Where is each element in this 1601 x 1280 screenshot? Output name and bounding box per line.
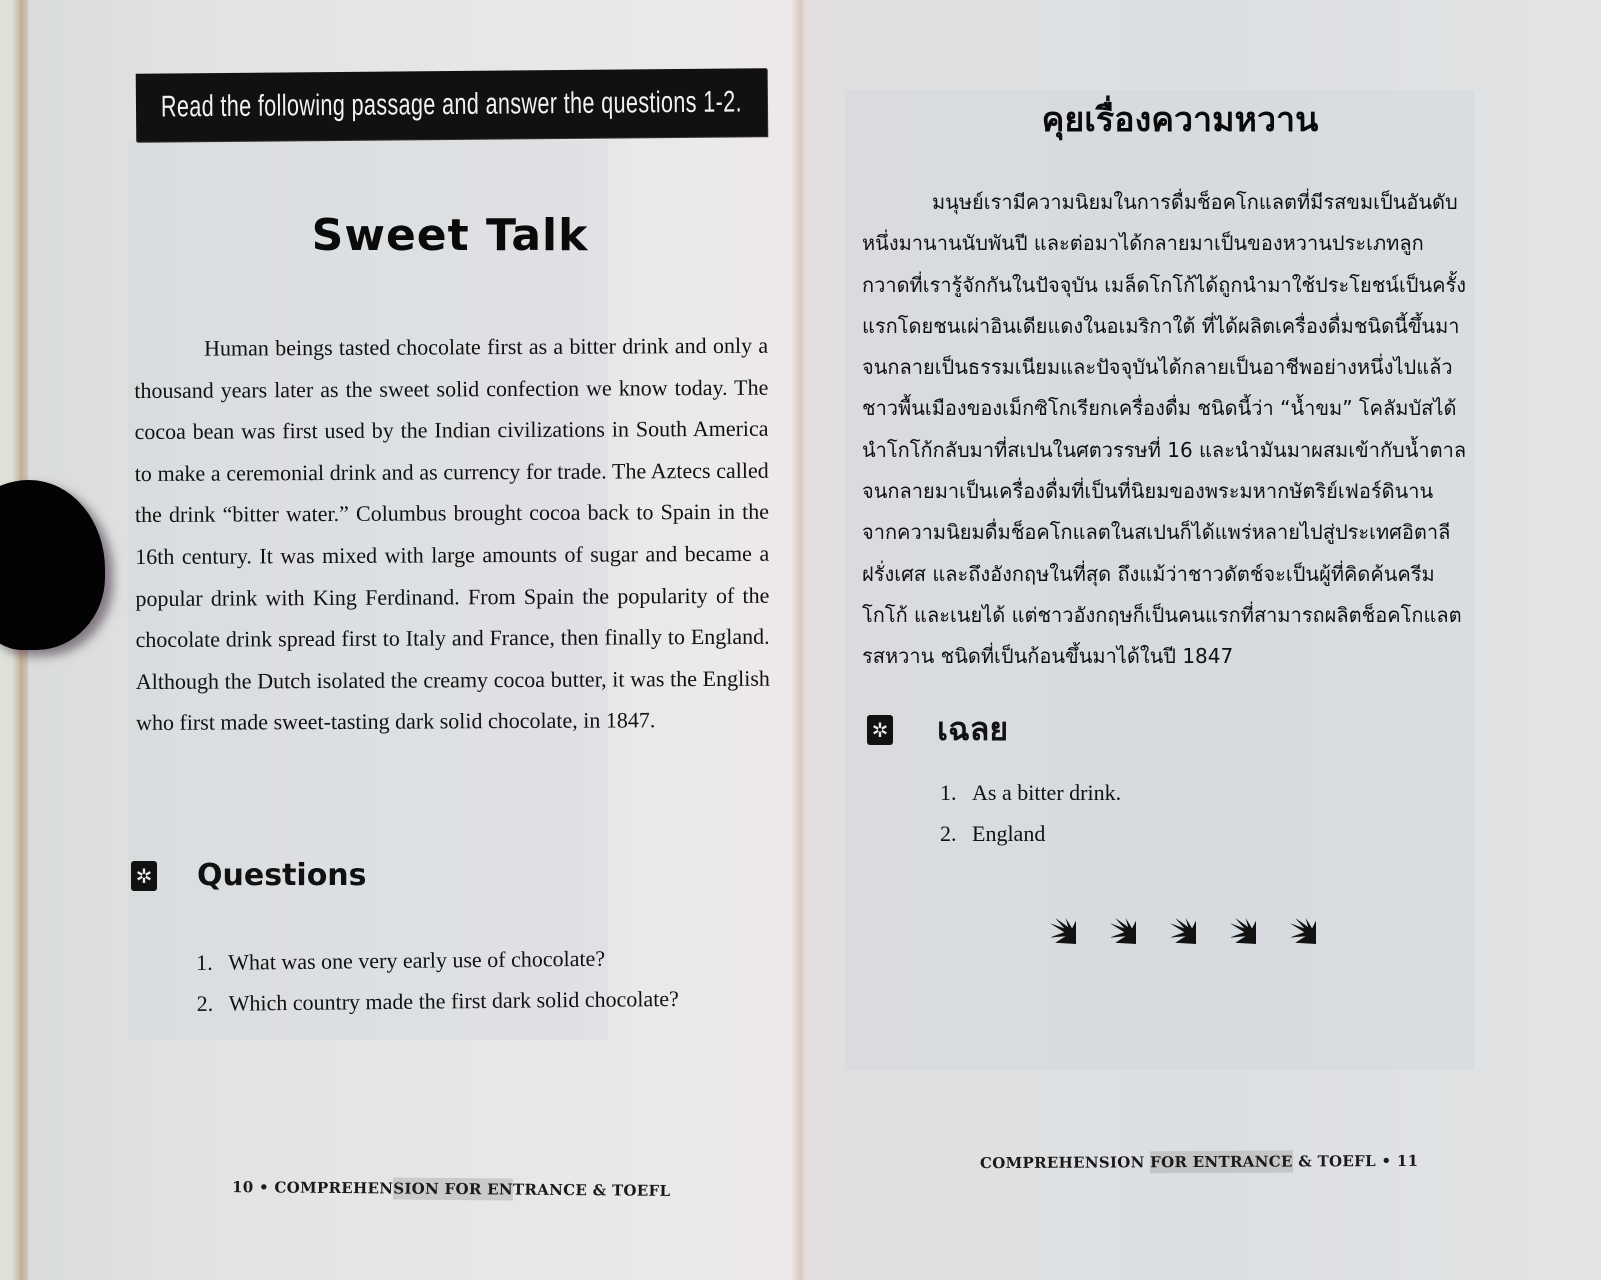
book-title-highlight: FOR ENTRANCE: [1150, 1152, 1293, 1172]
flower-tile-icon: ✲: [131, 861, 157, 891]
thai-line: นำโกโก้กลับมาที่สเปนในศตวรรษที่ 16 และนำมันมาผสมเข้ากับน้ำตาล: [862, 437, 1467, 462]
thai-line: โกโก้ และเนยได้ แต่ชาวอังกฤษก็เป็นคนแรกที่สามารถผลิตช็อคโกแลต: [862, 602, 1462, 627]
page-number: 11: [1396, 1151, 1419, 1170]
answers-list: [940, 772, 1121, 854]
flower-tile-icon: ✲: [867, 715, 893, 745]
fan-ornament-icon: [1050, 918, 1076, 944]
question-number: 1.: [196, 949, 213, 975]
questions-title: Questions: [197, 858, 367, 893]
answer-number: 1.: [940, 780, 957, 805]
thai-line: ชาวพื้นเมืองของเม็กซิโกเรียกเครื่องดื่ม ชนิดนี้ว่า “น้ำขม” โคลัมบัสได้: [862, 396, 1457, 421]
thai-line: จากความนิยมดื่มช็อคโกแลตในสเปนก็ได้แพร่หลายไปสู่ประเทศอิตาลี: [862, 520, 1451, 545]
answer-text: England: [972, 821, 1046, 846]
passage-text: Human beings tasted chocolate first as a bitter drink and only a thousand years later as the sweet solid confection we know today. The cocoa bean was first used by the Indian civilizations in South America to make a ceremonial drink and as currency for trade. The Aztecs called the drink “bitter water.” Columbus brought cocoa back to Spain in the 16th century. It was mixed with large amounts of sugar and became a popular drink with King Ferdinand. From Spain the popularity of the chocolate drink spread first to Italy and France, then finally to England. Although the Dutch isolated the creamy cocoa butter, it was the English who first made sweet-tasting dark solid chocolate, in 1847.: [134, 332, 770, 736]
question-number: 2.: [196, 990, 214, 1016]
book-title-highlight: SION FOR EN: [393, 1179, 514, 1199]
page-number: 10: [231, 1178, 254, 1197]
thai-title: คุยเรื่องความหวาน: [1041, 100, 1319, 140]
thai-line: จนกลายมาเป็นเครื่องดื่มที่เป็นที่นิยมของพระมหากษัตริย์เฟอร์ดินาน: [862, 479, 1434, 504]
passage-title: Sweet Talk: [311, 210, 589, 261]
answer-item: [940, 772, 1121, 813]
right-page-footer: [980, 1152, 1418, 1172]
separator-dot: •: [258, 1178, 269, 1197]
answer-item: [940, 813, 1121, 854]
thai-line: รสหวาน ชนิดที่เป็นก้อนขึ้นมาได้ในปี 1847: [862, 644, 1234, 669]
question-text: What was one very early use of chocolate?: [228, 945, 606, 975]
section-end-ornaments: [1050, 918, 1316, 944]
separator-dot: •: [1381, 1151, 1392, 1171]
thai-passage: [862, 182, 1502, 678]
thai-line: ฝรั่งเศส และถึงอังกฤษในที่สุด ถึงแม้ว่าชาวดัตช์จะเป็นผู้ที่คิดค้นครีม: [862, 561, 1435, 586]
question-item: [196, 937, 679, 983]
questions-heading: [131, 858, 367, 893]
questions-list: [196, 937, 679, 1024]
fan-ornament-icon: [1170, 918, 1196, 944]
thai-line: มนุษย์เรามีความนิยมในการดื่มช็อคโกแลตที่มีรสขมเป็นอันดับ: [932, 190, 1458, 214]
question-item: [196, 978, 679, 1024]
thai-line: แรกโดยชนเผ่าอินเดียแดงในอเมริกาใต้ ที่ได้ผลิตเครื่องดื่มชนิดนี้ขึ้นมา: [862, 313, 1460, 338]
fan-ornament-icon: [1290, 918, 1316, 944]
answers-title: เฉลย: [937, 710, 1009, 748]
fan-ornament-icon: [1110, 918, 1136, 944]
left-page-footer: [232, 1178, 670, 1200]
thai-line: กวาดที่เรารู้จักกันในปัจจุบัน เมล็ดโกโก้ได้ถูกนำมาใช้ประโยชน์เป็นครั้ง: [862, 272, 1467, 297]
book-title-part: & TOEFL: [1292, 1152, 1376, 1171]
thai-line: จนกลายเป็นธรรมเนียมและปัจจุบันได้กลายเป็นอาชีพอย่างหนึ่งไปแล้ว: [862, 355, 1453, 380]
book-title-part: COMPREHEN: [274, 1178, 394, 1198]
book-title-part: TRANCE & TOEFL: [512, 1180, 671, 1200]
thai-line: หนึ่งมานานนับพันปี และต่อมาได้กลายมาเป็นของหวานประเภทลูก: [862, 231, 1424, 256]
answer-text: As a bitter drink.: [972, 780, 1122, 805]
instruction-text: Read the following passage and answer the questions 1-2.: [160, 85, 743, 124]
instruction-banner: [136, 68, 768, 142]
book-title-part: COMPREHENSION: [979, 1153, 1151, 1173]
fan-ornament-icon: [1230, 918, 1256, 944]
question-text: Which country made the first dark solid chocolate?: [228, 985, 679, 1016]
answer-number: 2.: [940, 821, 957, 846]
reading-passage: [134, 325, 770, 744]
answers-heading: [867, 704, 1008, 755]
